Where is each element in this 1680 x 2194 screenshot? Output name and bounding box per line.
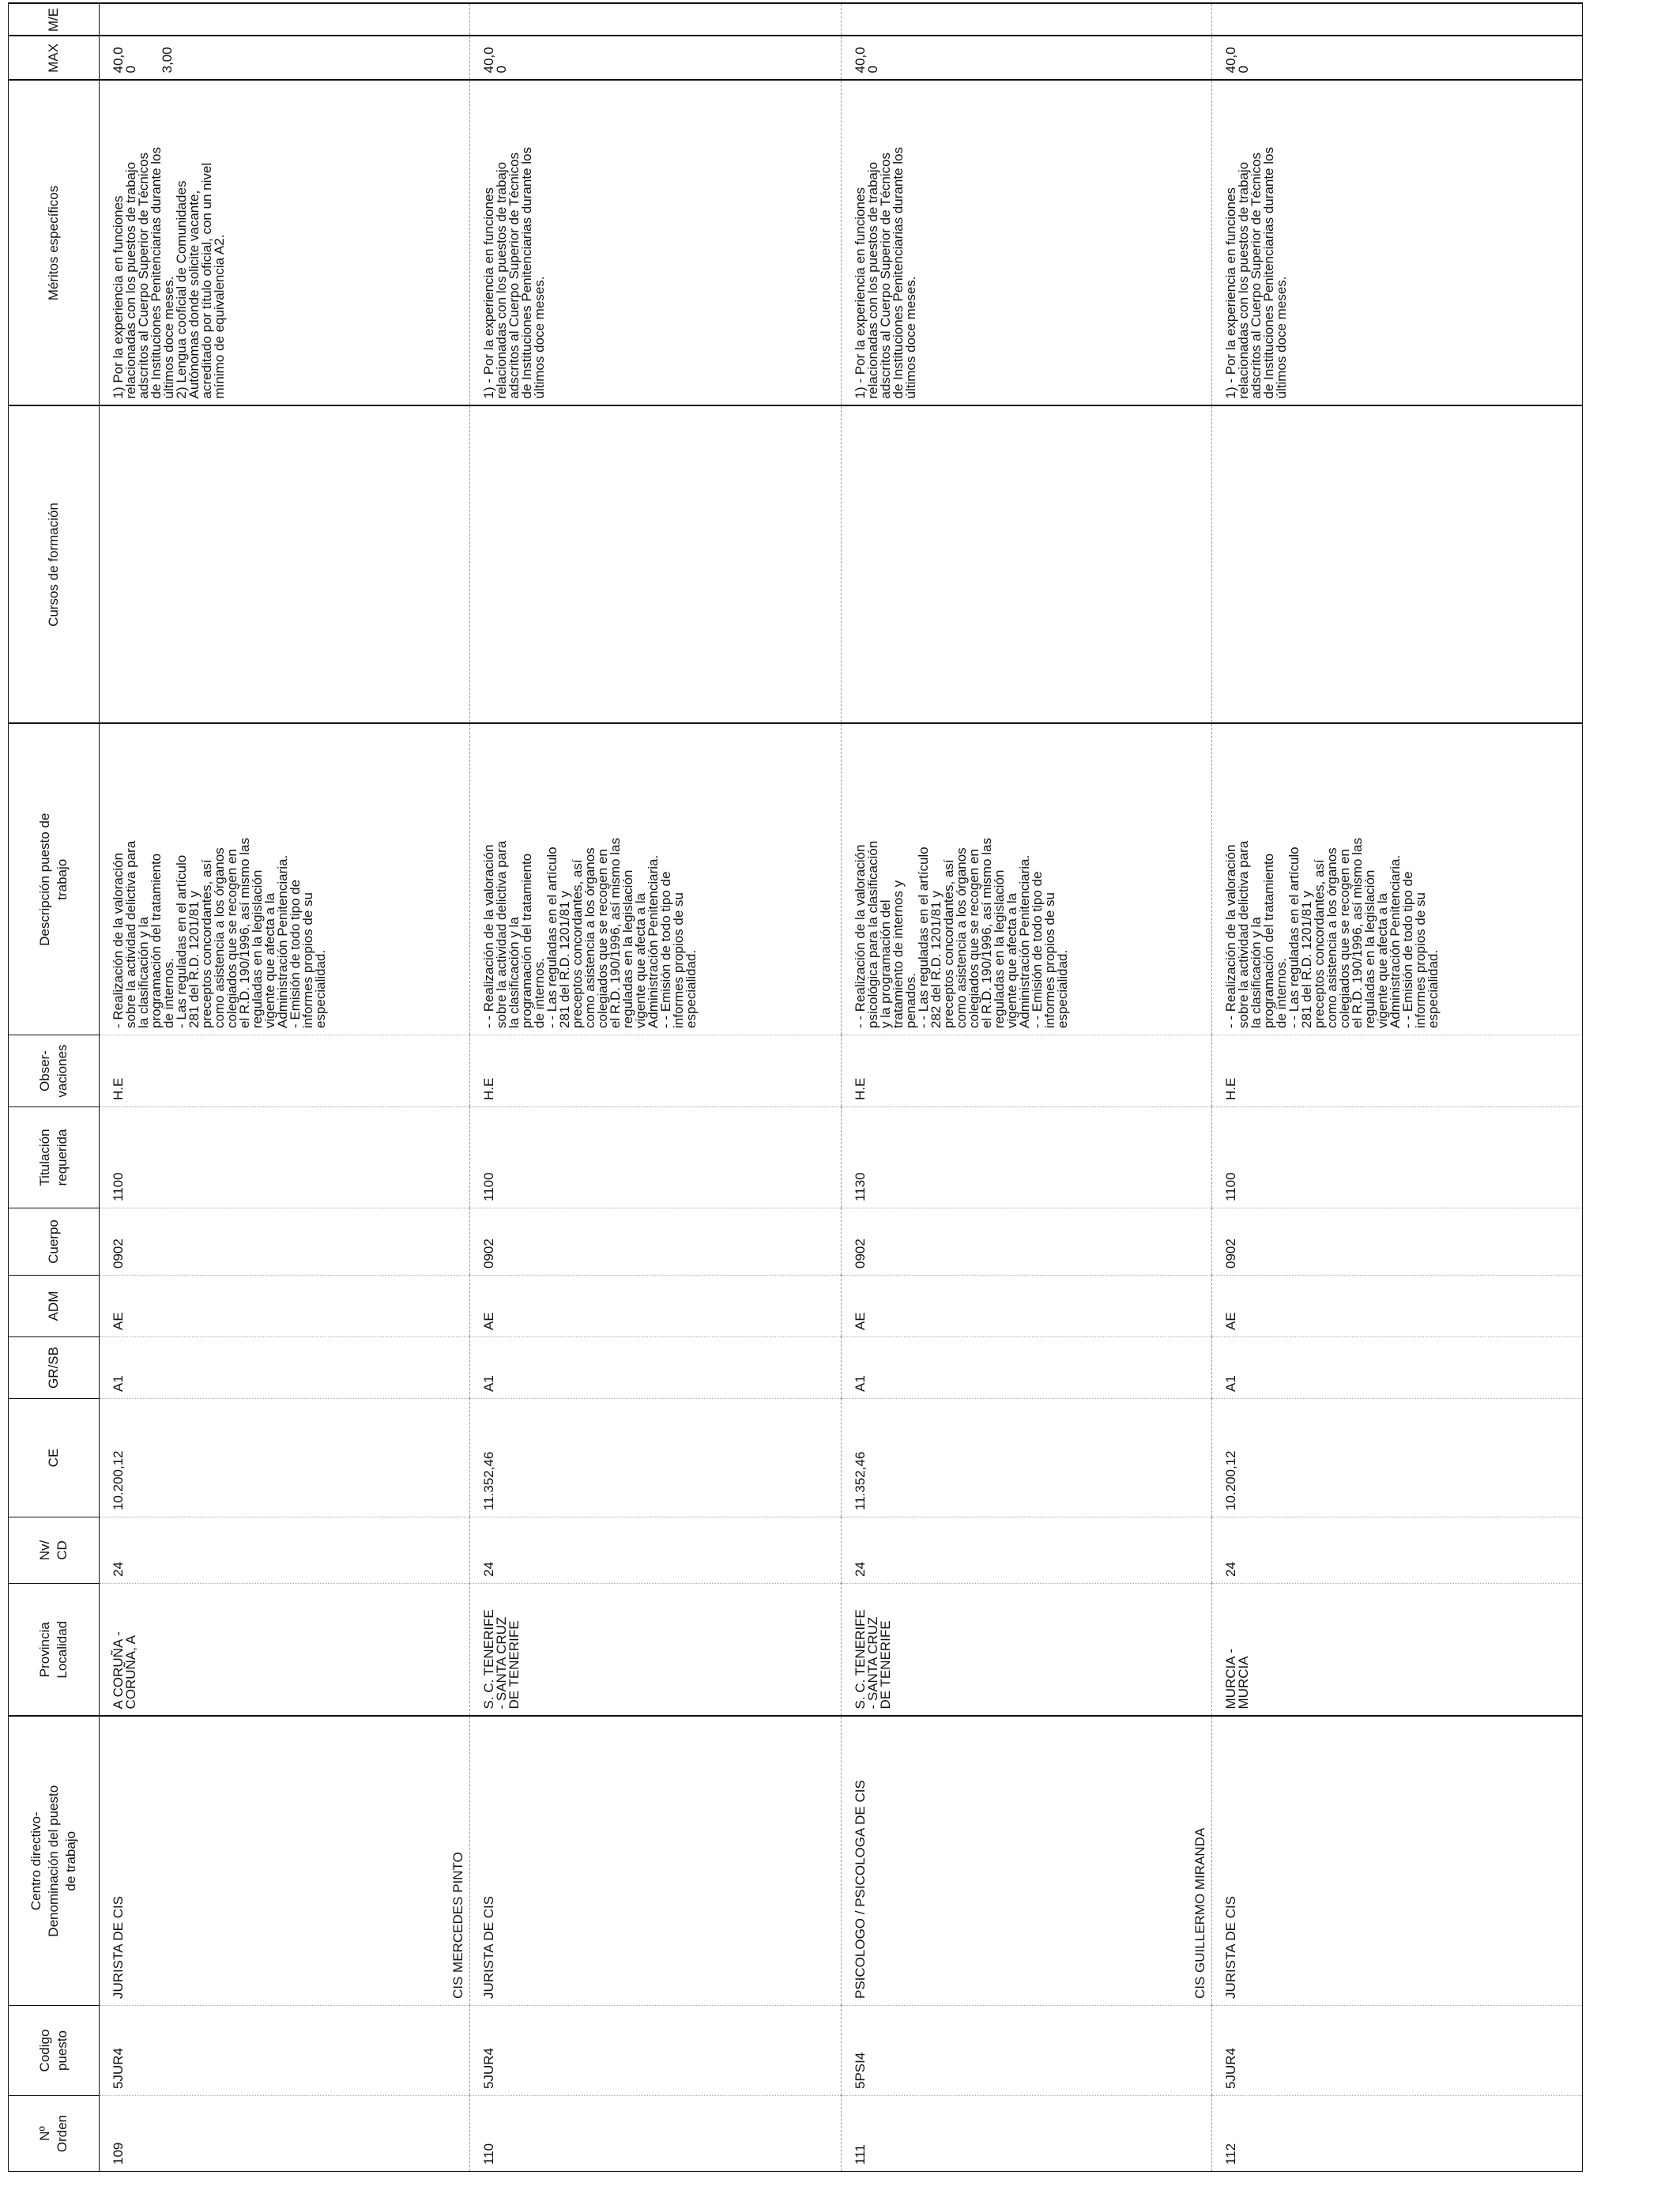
cell-nivel: 24 xyxy=(100,1517,470,1584)
cell-grsb: A1 xyxy=(100,1337,470,1399)
header-nivel: Nv/ CD xyxy=(9,1517,100,1584)
cell-observaciones: H.E xyxy=(470,1035,841,1107)
header-me: M/E xyxy=(9,4,100,36)
cell-descripcion: - Realización de la valoración sobre la actividad delictiva para la clasificación y la programación del tratamiento de internos. - Las reguladas en el artículo 281 del R.D. 1201/81 y preceptos concordantes, así como asistencia a los órganos colegiados que se recogen en el R.D. 190/1996, así mismo las reguladas en la legislación vigente que afecta a la Administración Penitenciaria. - Emisión de todo tipo de informes propios de su especialidad. xyxy=(100,724,470,1035)
cell-orden: 112 xyxy=(1211,2096,1582,2172)
cell-centro-denominacion xyxy=(100,1717,470,2006)
header-adm: ADM xyxy=(9,1276,100,1337)
cell-titulacion: 1100 xyxy=(470,1107,841,1208)
cell-observaciones: H.E xyxy=(1211,1035,1582,1107)
header-cursos: Cursos de formación xyxy=(9,406,100,724)
cell-provincia: S. C. TENERIFE - SANTA CRUZ DE TENERIFE xyxy=(470,1584,841,1717)
cell-orden: 109 xyxy=(100,2096,470,2172)
cell-descripcion: - - Realización de la valoración sobre la actividad delictiva para la clasificación y la programación del tratamiento de internos. - - Las reguladas en el artículo 281 del R.D. 1201/81 y preceptos concordantes, así como asistencia a los órganos colegiados que se recogen en el R.D. 190/1996, así mismo las reguladas en la legislación vigente que afecta a la Administración Penitenciaria. - - Emisión de todo tipo de informes propios de su especialidad. xyxy=(1211,724,1582,1035)
header-orden: Nº Orden xyxy=(9,2096,100,2172)
denominacion-puesto: PSICOLOGO / PSICOLOGA DE CIS xyxy=(852,1780,868,1999)
puestos-table xyxy=(8,3,1583,2173)
cell-me xyxy=(100,4,470,36)
cell-max xyxy=(100,36,470,81)
header-grsb: GR/SB xyxy=(9,1337,100,1399)
cell-provincia: S. C. TENERIFE - SANTA CRUZ DE TENERIFE xyxy=(841,1584,1211,1717)
denominacion-puesto: JURISTA DE CIS xyxy=(1222,1895,1238,1999)
max-value-1: 40,0 0 xyxy=(1222,47,1251,74)
table-row xyxy=(841,4,1211,2172)
cell-nivel: 24 xyxy=(841,1517,1211,1584)
cell-descripcion: - - Realización de la valoración psicológica para la clasificación y la programación del tratamiento de internos y penados. - - Las reguladas en el artículo 282 del R.D. 1201/81 y preceptos concordantes, así como asistencia a los órganos colegiados que se recogen en el R.D. 190/1996, así mismo las reguladas en la legislación vigente que afecta a la Administración Penitenciaria. - - Emisión de todo tipo de informes propios de su especialidad. xyxy=(841,724,1211,1035)
cell-nivel: 24 xyxy=(470,1517,841,1584)
cell-meritos: 1) Por la experiencia en funciones relacionadas con los puestos de trabajo adscritos al Cuerpo Superior de Técnicos de Instituciones Penitenciarias durante los últimos doce meses. 2) Lengua cooficial de Comunidades Autónomas donde solicite vacante, acreditado por título oficial, con un nivel mínimo de equivalencia A2. xyxy=(100,81,470,406)
cell-max xyxy=(1211,36,1582,81)
cell-grsb: A1 xyxy=(470,1337,841,1399)
header-observaciones: Obser- vaciones xyxy=(9,1035,100,1107)
header-descripcion: Descripción puesto de trabajo xyxy=(9,724,100,1035)
header-max: MAX xyxy=(9,36,100,81)
cell-codigo: 5JUR4 xyxy=(1211,2006,1582,2096)
header-centro: Centro directivo- Denominación del puesto de trabajo xyxy=(9,1717,100,2006)
cell-centro-denominacion xyxy=(450,1717,841,2006)
header-meritos: Méritos específicos xyxy=(9,81,100,406)
header-row xyxy=(9,4,100,2172)
cell-titulacion: 1100 xyxy=(100,1107,470,1208)
cell-titulacion: 1100 xyxy=(1211,1107,1582,1208)
cell-cuerpo: 0902 xyxy=(100,1208,470,1276)
cell-meritos: 1) - Por la experiencia en funciones relacionadas con los puestos de trabajo adscritos al Cuerpo Superior de Técnicos de Instituciones Penitenciarias durante los últimos doce meses. xyxy=(841,81,1211,406)
cell-nivel: 24 xyxy=(1211,1517,1582,1584)
cell-adm: AE xyxy=(470,1276,841,1337)
denominacion-puesto: JURISTA DE CIS xyxy=(111,1895,126,1999)
cell-provincia: MURCIA - MURCIA xyxy=(1211,1584,1582,1717)
max-value-1: 40,0 0 xyxy=(852,47,880,74)
cell-cursos xyxy=(470,406,841,724)
cell-cuerpo: 0902 xyxy=(841,1208,1211,1276)
table-row xyxy=(100,4,470,2172)
cell-ce: 11.352,46 xyxy=(470,1399,841,1517)
cell-cursos xyxy=(841,406,1211,724)
cell-me xyxy=(841,4,1211,36)
cell-max xyxy=(470,36,841,81)
denominacion-puesto: JURISTA DE CIS xyxy=(481,1895,497,1999)
cell-adm: AE xyxy=(841,1276,1211,1337)
cell-cursos xyxy=(1211,406,1582,724)
cell-observaciones: H.E xyxy=(841,1035,1211,1107)
cell-cursos xyxy=(100,406,470,724)
cell-centro-denominacion xyxy=(841,1717,1211,2006)
cell-provincia: A CORUÑA - CORUÑA, A xyxy=(100,1584,470,1717)
cell-grsb: A1 xyxy=(841,1337,1211,1399)
cell-ce: 10.200,12 xyxy=(1211,1399,1582,1517)
cell-max xyxy=(841,36,1211,81)
cell-me xyxy=(1211,4,1582,36)
centro-directivo: CIS MERCEDES PINTO xyxy=(450,1852,466,1999)
cell-descripcion: - - Realización de la valoración sobre la actividad delictiva para la clasificación y la programación del tratamiento de internos. - - Las reguladas en el artículo 281 del R.D. 1201/81 y preceptos concordantes, así como asistencia a los órganos colegiados que se recogen en el R.D. 190/1996, así mismo las reguladas en la legislación vigente que afecta a la Administración Penitenciaria. - - Emisión de todo tipo de informes propios de su especialidad. xyxy=(470,724,841,1035)
cell-cuerpo: 0902 xyxy=(1211,1208,1582,1276)
header-titulacion: Titulación requerida xyxy=(9,1107,100,1208)
header-cuerpo: Cuerpo xyxy=(9,1208,100,1276)
cell-orden: 111 xyxy=(841,2096,1211,2172)
header-ce: CE xyxy=(9,1399,100,1517)
cell-titulacion: 1130 xyxy=(841,1107,1211,1208)
cell-ce: 11.352,46 xyxy=(841,1399,1211,1517)
cell-ce: 10.200,12 xyxy=(100,1399,470,1517)
cell-meritos: 1) - Por la experiencia en funciones relacionadas con los puestos de trabajo adscritos al Cuerpo Superior de Técnicos de Instituciones Penitenciarias durante los últimos doce meses. xyxy=(1211,81,1582,406)
cell-observaciones: H.E xyxy=(100,1035,470,1107)
cell-adm: AE xyxy=(100,1276,470,1337)
cell-codigo: 5PSI4 xyxy=(841,2006,1211,2096)
max-value-1: 40,0 0 xyxy=(481,47,510,74)
cell-codigo: 5JUR4 xyxy=(100,2006,470,2096)
table-row xyxy=(1211,4,1582,2172)
cell-codigo: 5JUR4 xyxy=(470,2006,841,2096)
cell-meritos: 1) - Por la experiencia en funciones relacionadas con los puestos de trabajo adscritos al Cuerpo Superior de Técnicos de Instituciones Penitenciarias durante los últimos doce meses. xyxy=(470,81,841,406)
table-row xyxy=(470,4,841,2172)
cell-centro-denominacion xyxy=(1192,1717,1582,2006)
max-value-2: 3,00 xyxy=(160,47,175,74)
header-codigo: Codigo puesto xyxy=(9,2006,100,2096)
cell-adm: AE xyxy=(1211,1276,1582,1337)
cell-grsb: A1 xyxy=(1211,1337,1582,1399)
header-provincia: Provincia Localidad xyxy=(9,1584,100,1717)
centro-directivo: CIS GUILLERMO MIRANDA xyxy=(1192,1827,1207,1999)
cell-cuerpo: 0902 xyxy=(470,1208,841,1276)
cell-me xyxy=(470,4,841,36)
max-value-1: 40,0 0 xyxy=(111,47,138,74)
cell-orden: 110 xyxy=(470,2096,841,2172)
